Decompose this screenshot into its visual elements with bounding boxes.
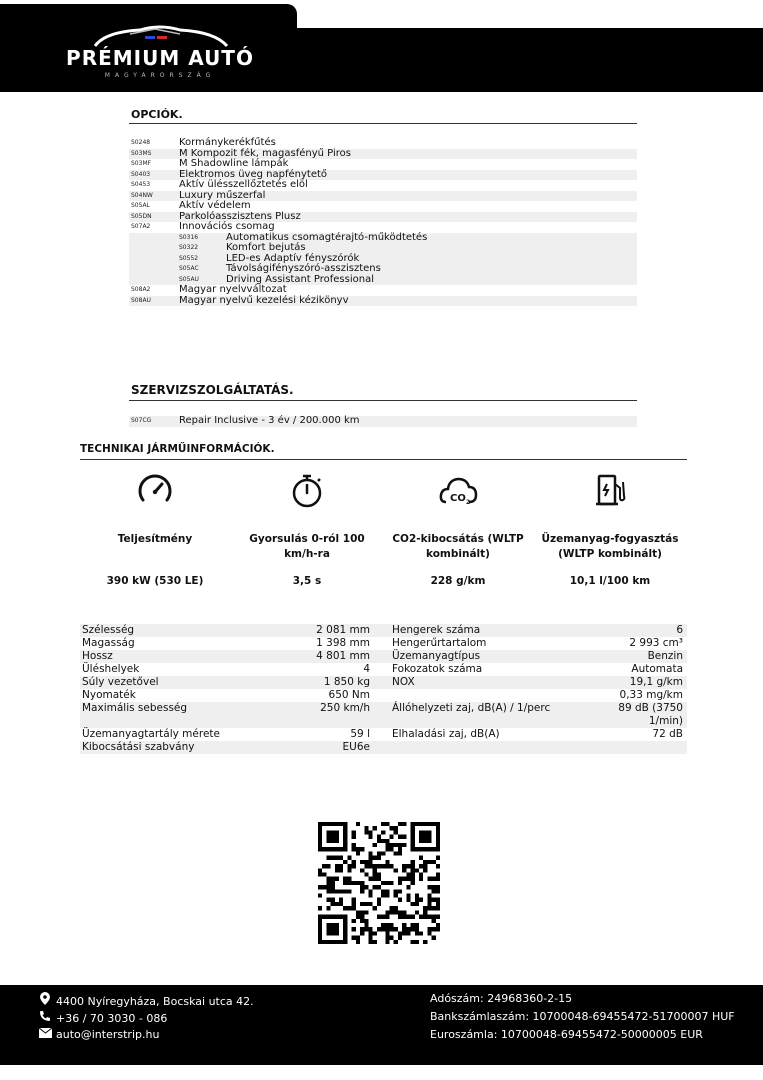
option-label: Kormánykerékfűtés <box>179 137 276 148</box>
service-divider <box>129 400 637 401</box>
option-code: S04NW <box>131 191 153 199</box>
co2-cloud-icon <box>434 470 482 510</box>
spec-label: Súly vezetővel <box>82 676 159 688</box>
highlight-value: 10,1 l/100 km <box>569 575 651 587</box>
spec-label: NOX <box>392 676 415 688</box>
brand-name: PRÉMIUM AUTÓ <box>66 46 254 70</box>
option-label: Komfort bejutás <box>226 242 306 253</box>
options-title: OPCIÓK. <box>131 108 183 121</box>
spec-label: Kibocsátási szabvány <box>82 741 195 753</box>
spec-row <box>80 637 687 650</box>
option-label: LED-es Adaptív fényszórók <box>226 252 360 264</box>
highlight-co2 <box>383 470 533 587</box>
option-label: Elektromos üveg napfénytető <box>179 168 328 180</box>
option-row <box>129 264 637 275</box>
option-label: Távolságifényszóró-asszisztens <box>226 263 381 274</box>
option-code: S0453 <box>131 181 151 188</box>
highlight-label: Üzemanyag-fogyasztás (WLTP kombinált) <box>541 533 679 560</box>
option-row <box>129 201 637 212</box>
spec-value: 6 <box>676 624 683 636</box>
spec-table <box>80 624 687 754</box>
phone-icon <box>38 1010 52 1025</box>
fuel-pump-icon <box>590 470 630 510</box>
tech-title: TECHNIKAI JÁRMŰINFORMÁCIÓK. <box>80 443 275 455</box>
highlight-power <box>80 470 230 587</box>
option-label: M Shadowline lámpák <box>179 158 289 169</box>
highlight-label: Gyorsulás 0-ról 100 km/h-ra <box>249 533 365 560</box>
spec-value: 2 993 cm³ <box>629 637 683 649</box>
tech-divider <box>80 459 687 460</box>
option-row <box>129 243 637 254</box>
option-label: Magyar nyelvváltozat <box>179 284 287 295</box>
option-code: S05DN <box>131 212 152 220</box>
spec-label: Magasság <box>82 637 135 649</box>
option-label: Driving Assistant Professional <box>226 273 374 285</box>
spec-label: Fokozatok száma <box>392 663 483 675</box>
spec-value: Automata <box>631 663 683 675</box>
service-list <box>129 416 637 427</box>
spec-label: Hossz <box>82 650 113 662</box>
spec-value: 0,33 mg/km <box>619 689 683 701</box>
option-code: S08AU <box>131 296 151 304</box>
option-code: S0403 <box>131 170 151 178</box>
spec-label: Üzemanyagtartály mérete <box>82 728 220 740</box>
option-row <box>129 233 637 244</box>
footer <box>0 985 763 1065</box>
spec-row <box>80 728 687 741</box>
spec-value: 59 l <box>350 728 370 740</box>
spec-label: Hengerűrtartalom <box>392 637 487 649</box>
spec-value: 4 801 mm <box>316 650 370 662</box>
options-divider <box>129 123 637 124</box>
speedometer-icon <box>135 470 175 510</box>
option-code: S03MF <box>131 160 152 167</box>
spec-label: Szélesség <box>82 624 135 636</box>
co2-icon-text: CO <box>450 493 466 504</box>
spec-value: 72 dB <box>652 728 683 740</box>
footer-email-text[interactable]: auto@interstrip.hu <box>56 1028 160 1041</box>
option-code: S07CG <box>131 417 152 424</box>
footer-email <box>38 1028 159 1041</box>
footer-euro: Euroszámla: 10700048-69455472-50000005 EUR <box>430 1028 703 1041</box>
footer-tax: Adószám: 24968360-2-15 <box>430 992 573 1005</box>
highlight-acceleration <box>232 470 382 587</box>
footer-phone <box>38 1010 167 1025</box>
highlight-consumption <box>535 470 685 587</box>
spec-value: EU6e <box>342 741 370 753</box>
option-label: Luxury műszerfal <box>179 189 266 201</box>
option-label: M Kompozit fék, magasfényű Piros <box>179 147 351 159</box>
footer-address <box>38 992 254 1008</box>
spec-label: Maximális sebesség <box>82 702 188 714</box>
highlight-value: 228 g/km <box>430 575 486 587</box>
spec-value: 89 dB (3750 1/min) <box>618 702 683 727</box>
footer-bank: Bankszámlaszám: 10700048-69455472-51700007 HUF <box>430 1010 735 1023</box>
option-code: S0322 <box>179 244 199 251</box>
options-list <box>129 138 637 306</box>
option-row <box>129 180 637 191</box>
spec-row <box>80 650 687 663</box>
option-code: S07A2 <box>131 223 151 230</box>
option-label: Innovációs csomag <box>179 221 275 232</box>
spec-label: Hengerek száma <box>392 624 481 636</box>
highlight-value: 3,5 s <box>292 575 322 587</box>
spec-label: Üléshelyek <box>82 663 140 675</box>
option-code: S0552 <box>179 254 199 262</box>
option-code: S08A2 <box>131 286 151 293</box>
service-title: SZERVIZSZOLGÁLTATÁS. <box>131 383 294 397</box>
spec-row <box>80 663 687 676</box>
spec-row <box>80 702 687 728</box>
option-row <box>129 296 637 307</box>
stopwatch-icon <box>287 470 327 510</box>
option-label: Aktív ülésszellőztetés elöl <box>179 179 308 190</box>
location-pin-icon <box>38 992 52 1008</box>
spec-label: Üzemanyagtípus <box>392 650 481 662</box>
spec-value: 19,1 g/km <box>629 676 683 688</box>
option-label: Aktív védelem <box>179 200 251 211</box>
spec-value: 4 <box>363 663 370 675</box>
option-label: Repair Inclusive - 3 év / 200.000 km <box>179 415 360 426</box>
option-code: S05AU <box>179 275 199 283</box>
spec-value: 1 850 kg <box>323 676 370 688</box>
option-label: Magyar nyelvű kezelési kézikönyv <box>179 294 349 306</box>
option-code: S03MS <box>131 149 152 157</box>
tech-highlights <box>80 470 687 590</box>
spec-value: 650 Nm <box>328 689 370 701</box>
spec-row <box>80 689 687 702</box>
footer-address-text: 4400 Nyíregyháza, Bocskai utca 42. <box>56 995 254 1008</box>
option-label: Automatikus csomagtérajtó-működtetés <box>226 231 428 243</box>
spec-value: 2 081 mm <box>316 624 370 636</box>
spec-row <box>80 624 687 637</box>
envelope-icon <box>38 1028 52 1041</box>
spec-row <box>80 676 687 689</box>
spec-label: Elhaladási zaj, dB(A) <box>392 728 500 740</box>
option-row <box>129 222 637 233</box>
brand-subtitle: MAGYARORSZÁG <box>104 72 216 79</box>
logo <box>55 18 265 88</box>
option-code: S05AL <box>131 202 150 209</box>
highlight-label: CO2-kibocsátás (WLTP kombinált) <box>392 533 524 560</box>
option-row <box>129 138 637 149</box>
option-row <box>129 254 637 265</box>
spec-value: Benzin <box>647 650 683 662</box>
highlight-value: 390 kW (530 LE) <box>106 575 204 587</box>
highlight-label: Teljesítmény <box>117 533 193 545</box>
spec-value: 1 398 mm <box>316 637 370 649</box>
option-code: S0248 <box>131 139 151 146</box>
option-row <box>129 416 637 427</box>
co2-icon-subscript: 2 <box>466 499 471 506</box>
option-row <box>129 159 637 170</box>
spec-value: 250 km/h <box>320 702 370 714</box>
option-label: Parkolóasszisztens Plusz <box>179 210 301 222</box>
option-row <box>129 285 637 296</box>
qr-code <box>318 820 440 946</box>
spec-label: Nyomaték <box>82 689 136 701</box>
footer-phone-text[interactable]: +36 / 70 3030 - 086 <box>56 1012 168 1025</box>
option-code: S0316 <box>179 233 199 241</box>
spec-label: Állóhelyzeti zaj, dB(A) / 1/perc <box>392 702 551 714</box>
spec-row <box>80 741 687 754</box>
option-code: S05AC <box>179 265 199 272</box>
